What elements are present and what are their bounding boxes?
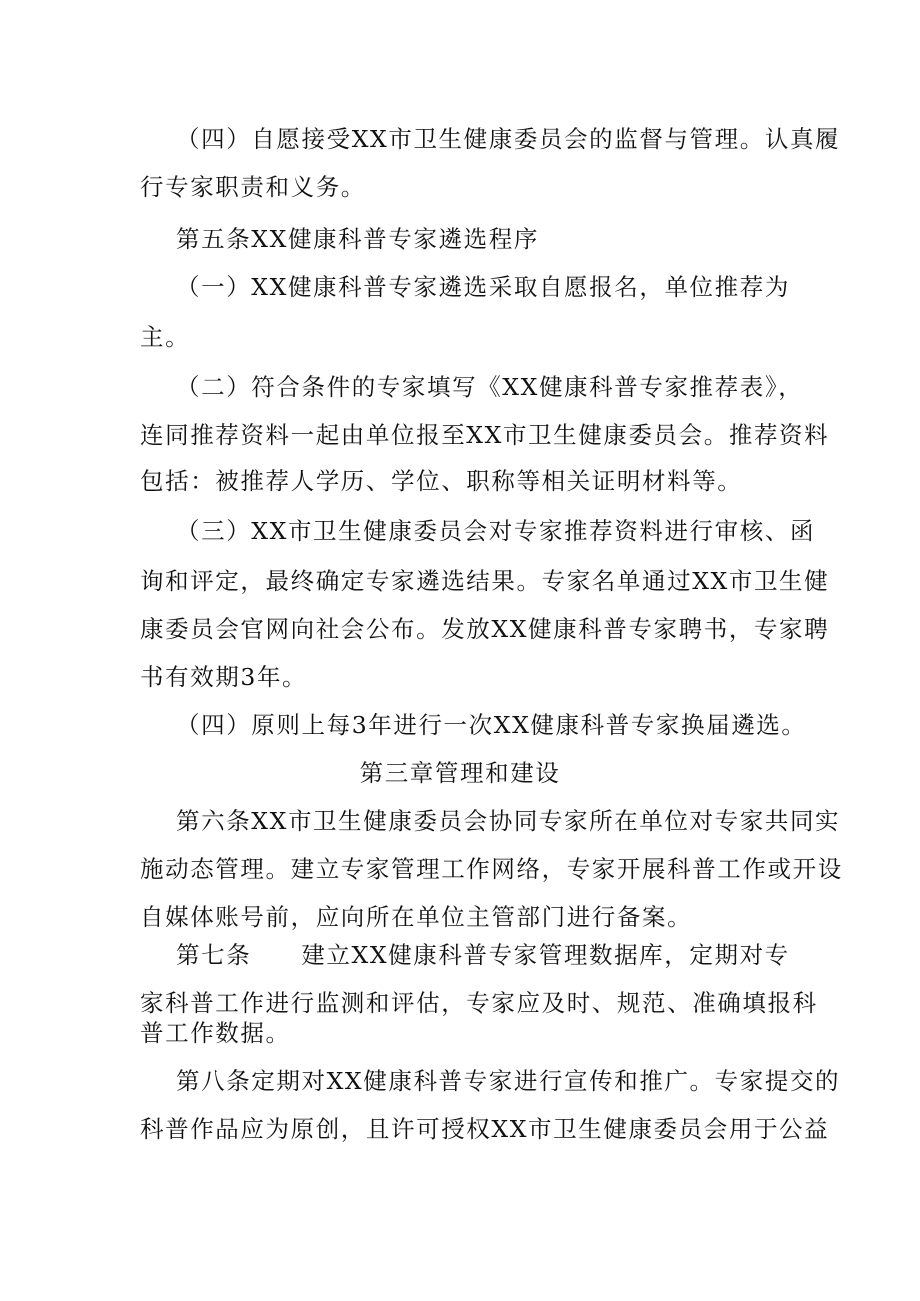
para-2-recommendation-line-1: （二）符合条件的专家填写《XX健康科普专家推荐表》， [176, 373, 804, 401]
para-3-review-line-3: 康委员会官网向社会公布。发放XX健康科普专家聘书，专家聘 [140, 615, 830, 643]
para-3-review-line-1: （三）XX市卫生健康委员会对专家推荐资料进行审核、函 [176, 517, 816, 545]
article-6-line-1: 第六条XX市卫生健康委员会协同专家所在单位对专家共同实 [176, 807, 841, 835]
article-6-line-2: 施动态管理。建立专家管理工作网络，专家开展科普工作或开设 [140, 855, 843, 883]
article-7-line-1 [176, 940, 790, 970]
article-8-line-1: 第八条定期对XX健康科普专家进行宣传和推广。专家提交的 [176, 1067, 841, 1095]
para-2-recommendation-line-3: 包括：被推荐人学历、学位、职称等相关证明材料等。 [140, 467, 743, 495]
article-5-title: 第五条XX健康科普专家遴选程序 [176, 225, 539, 253]
para-2-recommendation-line-2: 连同推荐资料一起由单位报至XX市卫生健康委员会。推荐资料 [140, 421, 830, 449]
article-7-label: 第七条 [176, 941, 252, 969]
article-7-line-3: 普工作数据。 [140, 1019, 291, 1047]
article-7-text-1: 建立XX健康科普专家管理数据库，定期对专 [301, 941, 790, 969]
para-4-supervision-line-2: 行专家职责和义务。 [140, 173, 366, 201]
para-1-selection-line-2: 主。 [140, 323, 191, 351]
chapter-3-title: 第三章管理和建设 [359, 759, 561, 787]
para-1-selection-line-1: （一）XX健康科普专家遴选采取自愿报名，单位推荐为 [176, 273, 790, 301]
para-3-review-line-2: 询和评定，最终确定专家遴选结果。专家名单通过XX市卫生健 [140, 567, 830, 595]
article-7-line-2: 家科普工作进行监测和评估，专家应及时、规范、准确填报科 [140, 989, 818, 1017]
para-4-renewal-line-1: （四）原则上每3年进行一次XX健康科普专家换届遴选。 [176, 711, 807, 739]
article-6-line-3: 自媒体账号前，应向所在单位主管部门进行备案。 [140, 903, 693, 931]
para-4-supervision-line-1: （四）自愿接受XX市卫生健康委员会的监督与管理。认真履 [176, 125, 841, 153]
article-8-line-2: 科普作品应为原创，且许可授权XX市卫生健康委员会用于公益 [140, 1115, 830, 1143]
para-3-review-line-4: 书有效期3年。 [140, 663, 308, 691]
